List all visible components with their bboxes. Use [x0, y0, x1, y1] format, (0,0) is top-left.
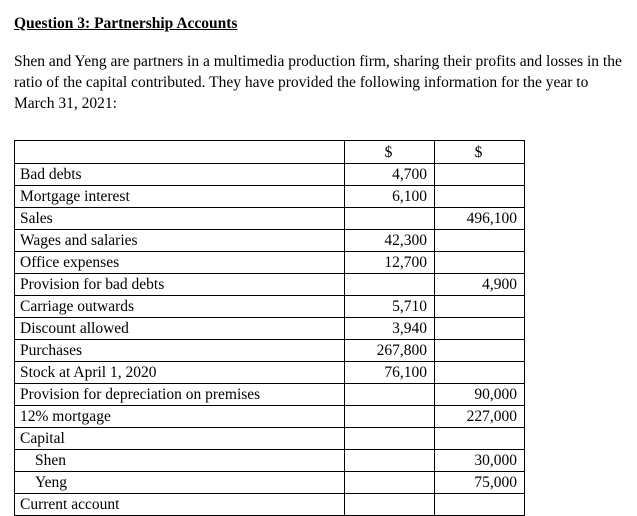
- amount-col2: [435, 428, 525, 450]
- amount-col1: 5,710: [345, 296, 435, 318]
- row-label: Wages and salaries: [15, 230, 345, 252]
- amount-col2: 496,100: [435, 208, 525, 230]
- row-label: Mortgage interest: [15, 186, 345, 208]
- amount-col1: 267,800: [345, 340, 435, 362]
- amount-col2: 30,000: [435, 450, 525, 472]
- table-row: [15, 384, 525, 406]
- table-row: [15, 186, 525, 208]
- table-row: [15, 340, 525, 362]
- row-label: Sales: [15, 208, 345, 230]
- table-row: [15, 318, 525, 340]
- amount-col2: 227,000: [435, 406, 525, 428]
- table-row: [15, 252, 525, 274]
- row-label: Provision for bad debts: [15, 274, 345, 296]
- table-row: [15, 208, 525, 230]
- accounts-table: [14, 140, 525, 516]
- row-label: Shen: [15, 450, 345, 472]
- accounts-table-header: [15, 141, 525, 164]
- row-label: Stock at April 1, 2020: [15, 362, 345, 384]
- row-label: Purchases: [15, 340, 345, 362]
- amount-col2: [435, 362, 525, 384]
- amount-col2: [435, 252, 525, 274]
- amount-col1: [345, 406, 435, 428]
- amount-col2: [435, 186, 525, 208]
- intro-paragraph: Shen and Yeng are partners in a multimedia production firm, sharing their profits and losses in the ratio of the capital contributed. They have provided the following information for the year to March 31, 2021:: [14, 53, 622, 112]
- table-row: [15, 296, 525, 318]
- table-row: [15, 406, 525, 428]
- amount-col2: 4,900: [435, 274, 525, 296]
- row-label: 12% mortgage: [15, 406, 345, 428]
- amount-col1: 12,700: [345, 252, 435, 274]
- row-label: Capital: [15, 428, 345, 450]
- amount-col1: [345, 450, 435, 472]
- row-label: Bad debts: [15, 164, 345, 186]
- amount-col2: 75,000: [435, 472, 525, 494]
- amount-col2: [435, 494, 525, 516]
- question-title: Question 3: Partnership Accounts: [14, 15, 238, 32]
- header-blank: [15, 141, 345, 164]
- table-row: [15, 428, 525, 450]
- amount-col1: 6,100: [345, 186, 435, 208]
- amount-col2: [435, 164, 525, 186]
- row-label: Provision for depreciation on premises: [15, 384, 345, 406]
- amount-col1: [345, 208, 435, 230]
- header-row: [15, 141, 525, 164]
- table-row: [15, 362, 525, 384]
- table-row: [15, 450, 525, 472]
- table-row: [15, 230, 525, 252]
- table-row: [15, 494, 525, 516]
- amount-col2: [435, 230, 525, 252]
- amount-col1: 42,300: [345, 230, 435, 252]
- row-label: Carriage outwards: [15, 296, 345, 318]
- row-label: Current account: [15, 494, 345, 516]
- amount-col1: [345, 494, 435, 516]
- amount-col1: [345, 384, 435, 406]
- amount-col1: 76,100: [345, 362, 435, 384]
- amount-col2: [435, 296, 525, 318]
- amount-col1: 3,940: [345, 318, 435, 340]
- amount-col1: [345, 428, 435, 450]
- row-label: Office expenses: [15, 252, 345, 274]
- amount-col2: 90,000: [435, 384, 525, 406]
- amount-col1: [345, 274, 435, 296]
- table-row: [15, 274, 525, 296]
- row-label: Discount allowed: [15, 318, 345, 340]
- amount-col1: [345, 472, 435, 494]
- row-label: Yeng: [15, 472, 345, 494]
- accounts-table-body: [15, 164, 525, 516]
- header-dollar-1: $: [345, 141, 435, 164]
- table-row: [15, 472, 525, 494]
- amount-col2: [435, 318, 525, 340]
- table-row: [15, 164, 525, 186]
- header-dollar-2: $: [435, 141, 525, 164]
- amount-col1: 4,700: [345, 164, 435, 186]
- amount-col2: [435, 340, 525, 362]
